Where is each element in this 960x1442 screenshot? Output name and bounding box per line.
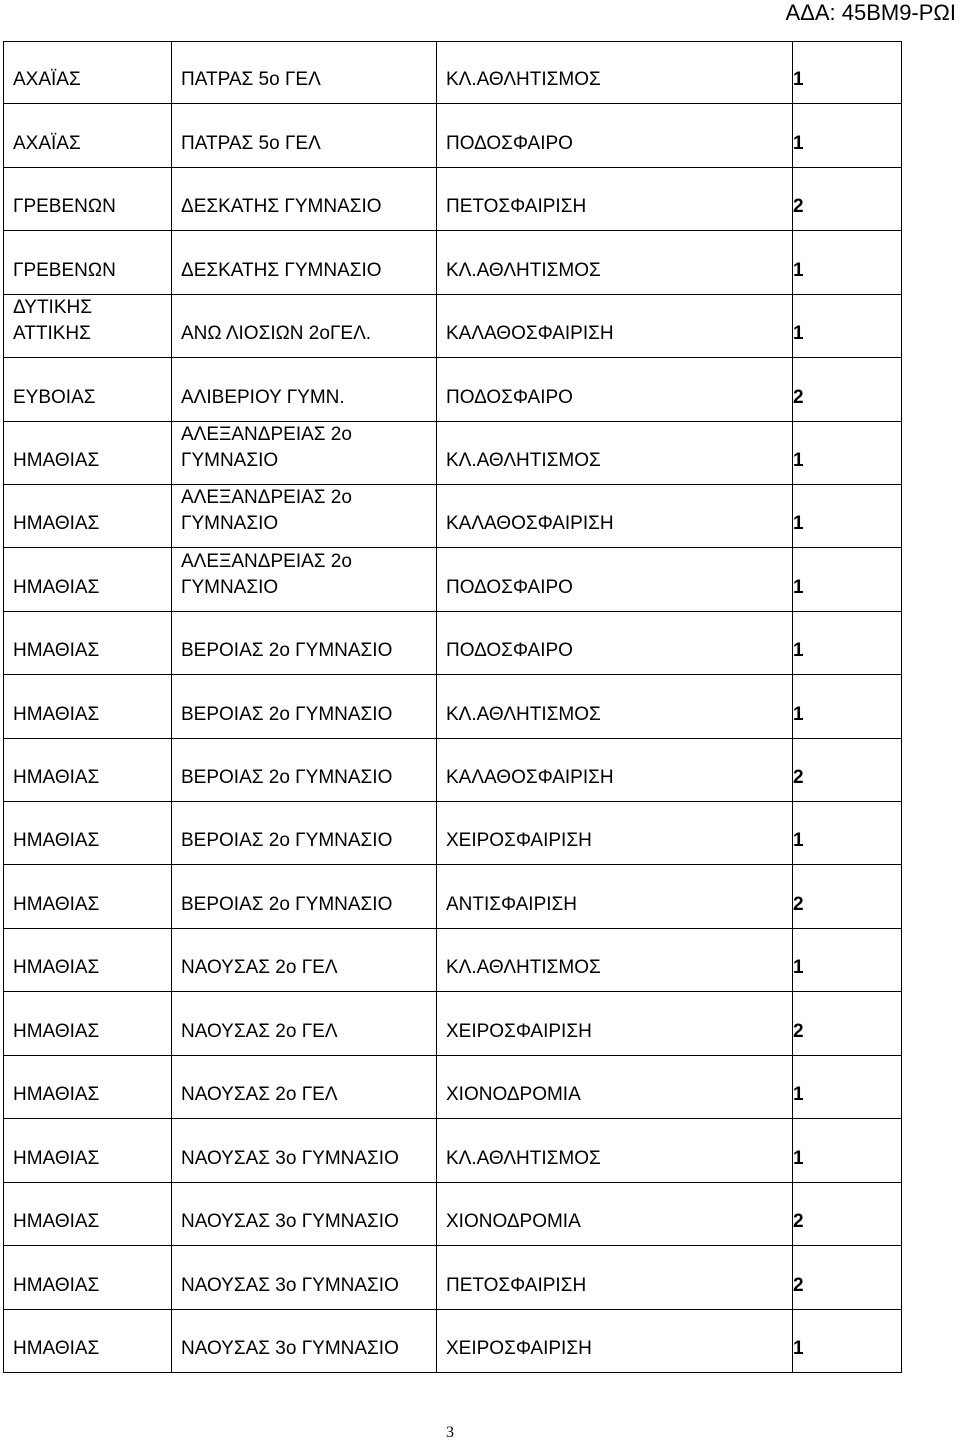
sport-cell: ΠΟΔΟΣΦΑΙΡΟ <box>437 612 793 675</box>
count-cell: 1 <box>793 929 902 992</box>
table-row <box>4 1119 902 1183</box>
sport-cell: ΚΛ.ΑΘΛΗΤΙΣΜΟΣ <box>437 422 793 485</box>
sport-cell: ΚΑΛΑΘΟΣΦΑΙΡΙΣΗ <box>437 739 793 802</box>
table-row <box>4 548 902 612</box>
sport-cell: ΠΟΔΟΣΦΑΙΡΟ <box>437 358 793 422</box>
count-cell: 2 <box>793 865 902 929</box>
region-cell: ΑΧΑΪΑΣ <box>4 42 172 104</box>
page-number: 3 <box>446 1424 454 1441</box>
school-cell: ΑΛΕΞΑΝΔΡΕΙΑΣ 2ο ΓΥΜΝΑΣΙΟ <box>172 422 437 485</box>
school-cell: ΑΝΩ ΛΙΟΣΙΩΝ 2οΓΕΛ. <box>172 295 437 358</box>
region-cell: ΗΜΑΘΙΑΣ <box>4 548 172 612</box>
count-cell: 2 <box>793 168 902 231</box>
school-cell: ΝΑΟΥΣΑΣ 2ο ΓΕΛ <box>172 929 437 992</box>
count-cell: 1 <box>793 1056 902 1119</box>
sport-cell: ΧΕΙΡΟΣΦΑΙΡΙΣΗ <box>437 992 793 1056</box>
table-row <box>4 739 902 802</box>
table-row <box>4 1246 902 1310</box>
table-row <box>4 104 902 168</box>
table-row <box>4 929 902 992</box>
count-cell: 1 <box>793 1119 902 1183</box>
count-cell: 1 <box>793 1310 902 1373</box>
table-row <box>4 1056 902 1119</box>
table-row <box>4 358 902 422</box>
count-cell: 2 <box>793 992 902 1056</box>
count-cell: 1 <box>793 675 902 739</box>
count-cell: 2 <box>793 358 902 422</box>
table-row <box>4 675 902 739</box>
school-cell: ΝΑΟΥΣΑΣ 2ο ΓΕΛ <box>172 1056 437 1119</box>
table-row <box>4 802 902 865</box>
sport-cell: ΠΟΔΟΣΦΑΙΡΟ <box>437 548 793 612</box>
count-cell: 1 <box>793 42 902 104</box>
count-cell: 1 <box>793 612 902 675</box>
sport-cell: ΧΕΙΡΟΣΦΑΙΡΙΣΗ <box>437 802 793 865</box>
sport-cell: ΚΛ.ΑΘΛΗΤΙΣΜΟΣ <box>437 929 793 992</box>
table-row <box>4 42 902 104</box>
school-cell: ΔΕΣΚΑΤΗΣ ΓΥΜΝΑΣΙΟ <box>172 231 437 295</box>
region-cell: ΗΜΑΘΙΑΣ <box>4 739 172 802</box>
table-row <box>4 1183 902 1246</box>
school-cell: ΑΛΕΞΑΝΔΡΕΙΑΣ 2ο ΓΥΜΝΑΣΙΟ <box>172 485 437 548</box>
count-cell: 1 <box>793 422 902 485</box>
table-row <box>4 612 902 675</box>
sport-cell: ΠΕΤΟΣΦΑΙΡΙΣΗ <box>437 168 793 231</box>
region-cell: ΗΜΑΘΙΑΣ <box>4 1310 172 1373</box>
table-row <box>4 231 902 295</box>
region-cell: ΓΡΕΒΕΝΩΝ <box>4 231 172 295</box>
region-cell: ΗΜΑΘΙΑΣ <box>4 485 172 548</box>
school-cell: ΠΑΤΡΑΣ 5ο ΓΕΛ <box>172 42 437 104</box>
sport-cell: ΠΟΔΟΣΦΑΙΡΟ <box>437 104 793 168</box>
school-cell: ΝΑΟΥΣΑΣ 3ο ΓΥΜΝΑΣΙΟ <box>172 1310 437 1373</box>
region-cell: ΗΜΑΘΙΑΣ <box>4 992 172 1056</box>
school-cell: ΝΑΟΥΣΑΣ 3ο ΓΥΜΝΑΣΙΟ <box>172 1183 437 1246</box>
sport-cell: ΚΑΛΑΘΟΣΦΑΙΡΙΣΗ <box>437 485 793 548</box>
sport-cell: ΚΛ.ΑΘΛΗΤΙΣΜΟΣ <box>437 1119 793 1183</box>
region-cell: ΗΜΑΘΙΑΣ <box>4 929 172 992</box>
count-cell: 1 <box>793 802 902 865</box>
region-cell: ΔΥΤΙΚΗΣ ΑΤΤΙΚΗΣ <box>4 295 172 358</box>
school-cell: ΝΑΟΥΣΑΣ 3ο ΓΥΜΝΑΣΙΟ <box>172 1246 437 1310</box>
count-cell: 2 <box>793 1183 902 1246</box>
region-cell: ΗΜΑΘΙΑΣ <box>4 865 172 929</box>
school-cell: ΒΕΡΟΙΑΣ 2ο ΓΥΜΝΑΣΙΟ <box>172 612 437 675</box>
count-cell: 2 <box>793 739 902 802</box>
region-cell: ΗΜΑΘΙΑΣ <box>4 802 172 865</box>
school-cell: ΒΕΡΟΙΑΣ 2ο ΓΥΜΝΑΣΙΟ <box>172 802 437 865</box>
school-cell: ΒΕΡΟΙΑΣ 2ο ΓΥΜΝΑΣΙΟ <box>172 865 437 929</box>
sport-cell: ΚΛ.ΑΘΛΗΤΙΣΜΟΣ <box>437 42 793 104</box>
region-cell: ΓΡΕΒΕΝΩΝ <box>4 168 172 231</box>
region-cell: ΑΧΑΪΑΣ <box>4 104 172 168</box>
table-row <box>4 865 902 929</box>
sport-cell: ΑΝΤΙΣΦΑΙΡΙΣΗ <box>437 865 793 929</box>
count-cell: 2 <box>793 1246 902 1310</box>
table-row <box>4 1310 902 1373</box>
region-cell: ΗΜΑΘΙΑΣ <box>4 1246 172 1310</box>
sport-cell: ΧΙΟΝΟΔΡΟΜΙΑ <box>437 1056 793 1119</box>
table-row <box>4 168 902 231</box>
school-cell: ΑΛΙΒΕΡΙΟΥ ΓΥΜΝ. <box>172 358 437 422</box>
table-row <box>4 295 902 358</box>
sport-cell: ΧΕΙΡΟΣΦΑΙΡΙΣΗ <box>437 1310 793 1373</box>
allocation-table <box>3 41 902 1373</box>
count-cell: 1 <box>793 295 902 358</box>
table-row <box>4 422 902 485</box>
region-cell: ΗΜΑΘΙΑΣ <box>4 612 172 675</box>
ada-code: ΑΔΑ: 45ΒΜ9-ΡΩΙ <box>785 0 956 25</box>
table-row <box>4 485 902 548</box>
school-cell: ΠΑΤΡΑΣ 5ο ΓΕΛ <box>172 104 437 168</box>
sport-cell: ΧΙΟΝΟΔΡΟΜΙΑ <box>437 1183 793 1246</box>
school-cell: ΝΑΟΥΣΑΣ 3ο ΓΥΜΝΑΣΙΟ <box>172 1119 437 1183</box>
region-cell: ΗΜΑΘΙΑΣ <box>4 1119 172 1183</box>
count-cell: 1 <box>793 231 902 295</box>
region-cell: ΕΥΒΟΙΑΣ <box>4 358 172 422</box>
table-body <box>4 41 902 1373</box>
region-cell: ΗΜΑΘΙΑΣ <box>4 1056 172 1119</box>
school-cell: ΑΛΕΞΑΝΔΡΕΙΑΣ 2ο ΓΥΜΝΑΣΙΟ <box>172 548 437 612</box>
school-cell: ΔΕΣΚΑΤΗΣ ΓΥΜΝΑΣΙΟ <box>172 168 437 231</box>
table-row <box>4 992 902 1056</box>
region-cell: ΗΜΑΘΙΑΣ <box>4 675 172 739</box>
sport-cell: ΠΕΤΟΣΦΑΙΡΙΣΗ <box>437 1246 793 1310</box>
sport-cell: ΚΛ.ΑΘΛΗΤΙΣΜΟΣ <box>437 675 793 739</box>
sport-cell: ΚΛ.ΑΘΛΗΤΙΣΜΟΣ <box>437 231 793 295</box>
count-cell: 1 <box>793 548 902 612</box>
region-cell: ΗΜΑΘΙΑΣ <box>4 1183 172 1246</box>
school-cell: ΒΕΡΟΙΑΣ 2ο ΓΥΜΝΑΣΙΟ <box>172 675 437 739</box>
region-cell: ΗΜΑΘΙΑΣ <box>4 422 172 485</box>
count-cell: 1 <box>793 104 902 168</box>
count-cell: 1 <box>793 485 902 548</box>
school-cell: ΒΕΡΟΙΑΣ 2ο ΓΥΜΝΑΣΙΟ <box>172 739 437 802</box>
school-cell: ΝΑΟΥΣΑΣ 2ο ΓΕΛ <box>172 992 437 1056</box>
sport-cell: ΚΑΛΑΘΟΣΦΑΙΡΙΣΗ <box>437 295 793 358</box>
